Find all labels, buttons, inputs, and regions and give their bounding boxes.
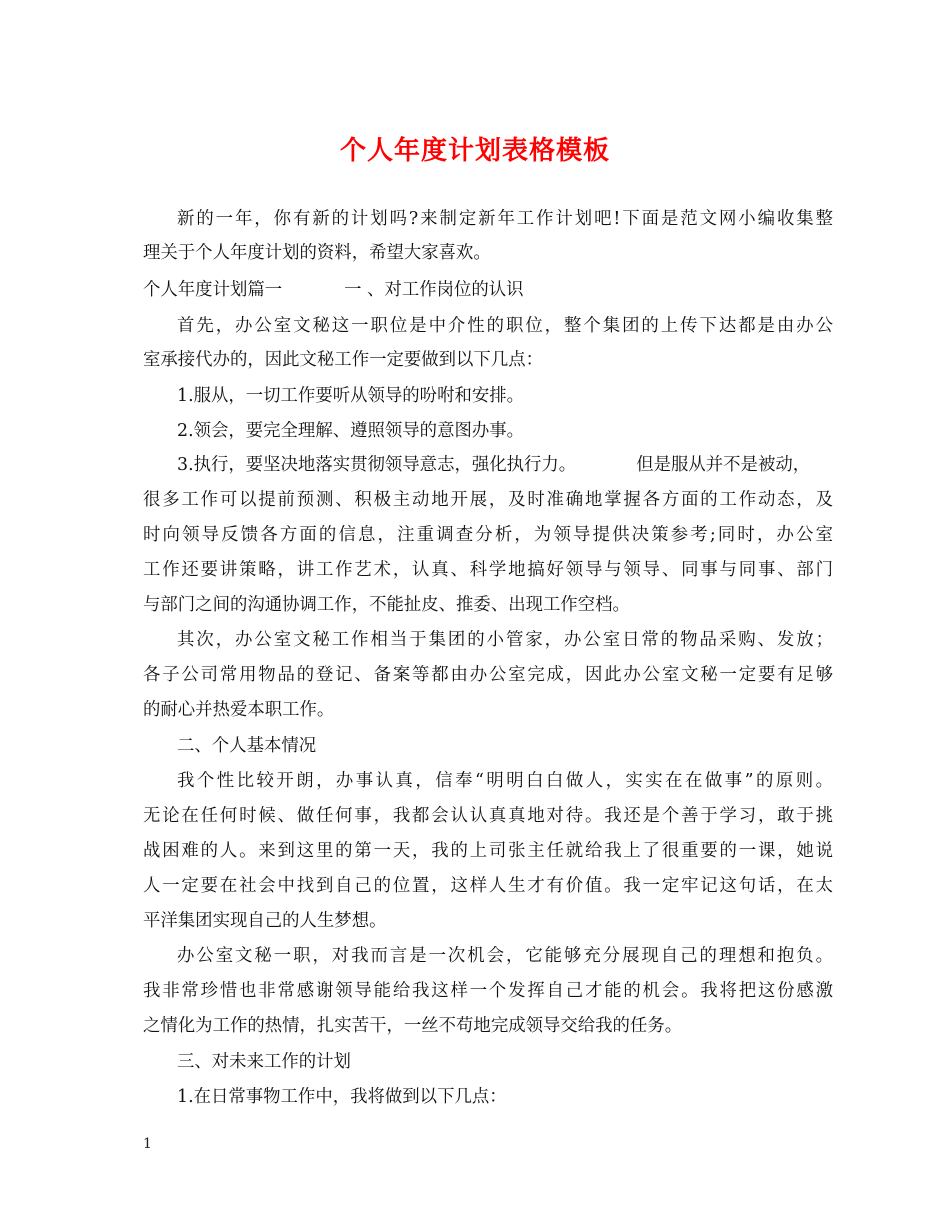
list-item-with-note [177,453,833,477]
paragraph-line: 时向领导反馈各方面的信息，注重调查分析，为领导提供决策参考;同时，办公室 [143,525,833,545]
list-item: 3.执行，要坚决地落实贯彻领导意志，强化执行力。 [177,455,577,475]
paragraph-line: 的耐心并热爱本职工作。 [143,700,335,720]
list-item: 2.领会，要完全理解、遵照领导的意图办事。 [177,421,525,441]
paragraph-line: 人一定要在社会中找到自己的位置，这样人生才有价值。我一定牢记这句话，在太 [143,876,833,896]
paragraph-text: 但是服从并不是被动， [636,455,811,475]
page-number: 1 [143,1136,152,1152]
page-title: 个人年度计划表格模板 [339,136,610,166]
paragraph-line: 首先，办公室文秘这一职位是中介性的职位，整个集团的上传下达都是由办公 [177,316,833,336]
paragraph-line: 很多工作可以提前预测、积极主动地开展，及时准确地掌握各方面的工作动态，及 [143,490,833,510]
paragraph-line: 理关于个人年度计划的资料，希望大家喜欢。 [143,243,491,263]
paragraph-line: 我个性比较开朗，办事认真，信奉“明明白白做人，实实在在做事”的原则。 [177,771,833,791]
paragraph-line: 办公室文秘一职，对我而言是一次机会，它能够充分展现自己的理想和抱负。 [177,946,833,966]
paragraph-line: 室承接代办的，因此文秘工作一定要做到以下几点： [143,350,543,370]
paragraph-line: 与部门之间的沟通协调工作，不能扯皮、推委、出现工作空档。 [143,595,630,615]
paragraph-line: 其次，办公室文秘工作相当于集团的小管家，办公室日常的物品采购、发放； [177,630,833,650]
paragraph-line: 新的一年，你有新的计划吗?来制定新年工作计划吧!下面是范文网小编收集整 [177,209,833,229]
paragraph-line: 平洋集团实现自己的人生梦想。 [143,911,387,931]
paragraph-line: 工作还要讲策略，讲工作艺术，认真、科学地搞好领导与领导、同事与同事、部门 [143,560,833,580]
section-heading: 二、个人基本情况 [177,736,317,756]
section-heading: 一 、对工作岗位的认识 [344,280,524,300]
paragraph-line: 我非常珍惜也非常感谢领导能给我这样一个发挥自己才能的机会。我将把这份感激 [143,981,833,1001]
paragraph-line: 战困难的人。来到这里的第一天，我的上司张主任就给我上了很重要的一课，她说 [143,841,833,861]
paragraph-line: 无论在任何时候、做任何事，我都会认认真真地对待。我还是个善于学习，敢于挑 [143,806,833,826]
section-label: 个人年度计划篇一 [143,280,283,300]
section-heading-line [143,278,833,302]
list-item: 1.服从，一切工作要听从领导的吩咐和安排。 [177,386,525,406]
paragraph-line: 各子公司常用物品的登记、备案等都由办公室完成，因此办公室文秘一定要有足够 [143,665,833,685]
section-heading: 三、对未来工作的计划 [177,1052,351,1072]
list-item: 1.在日常事物工作中，我将做到以下几点： [177,1087,507,1107]
paragraph-line: 之情化为工作的热情，扎实苦干，一丝不苟地完成领导交给我的任务。 [143,1016,683,1036]
